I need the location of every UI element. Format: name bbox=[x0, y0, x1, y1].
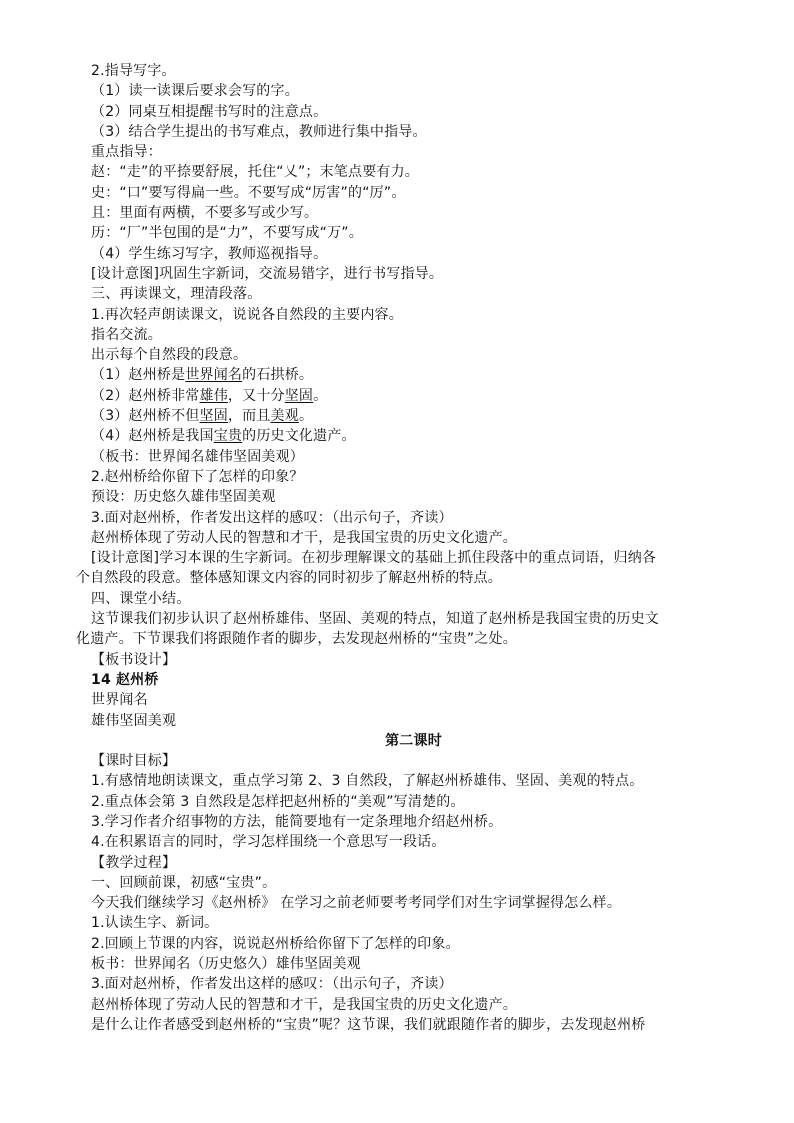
text-line: 且：里面有两横，不要多写或少写。 bbox=[91, 205, 319, 222]
text-line: （2）同桌互相提醒书写时的注意点。 bbox=[91, 103, 328, 120]
paragraph-summary-3: （3）赵州桥不但坚固，而且美观。 bbox=[91, 408, 314, 425]
summary-paragraph-continued: 化遗产。下节课我们将跟随作者的脚步，去发现赵州桥的“宝贵”之处。 bbox=[76, 631, 517, 648]
design-note: [设计意图]巩固生字新词，交流易错字，进行书写指导。 bbox=[91, 265, 444, 282]
text-line: 1.认读生字、新词。 bbox=[91, 915, 219, 932]
text-line: 板书：世界闻名（历史悠久）雄伟坚固美观 bbox=[91, 956, 361, 973]
text-line: （3）结合学生提出的书写难点，教师进行集中指导。 bbox=[91, 123, 427, 140]
underlined-term: 坚固 bbox=[284, 387, 314, 404]
section-heading: 四、课堂小结。 bbox=[91, 590, 191, 607]
text-line: 今天我们继续学习《赵州桥》 在学习之前老师要考考同学们对生字词掌握得怎么样。 bbox=[91, 895, 622, 912]
section-heading: 【课时目标】 bbox=[91, 753, 177, 770]
text-line: 3.面对赵州桥，作者发出这样的感叹：（出示句子，齐读） bbox=[91, 976, 453, 993]
board-title: 14 赵州桥 bbox=[91, 671, 159, 688]
text-line: 2.回顾上节课的内容，说说赵州桥给你留下了怎样的印象。 bbox=[91, 935, 460, 952]
text-line: 是什么让作者感受到赵州桥的“宝贵”呢？这节课，我们就跟随作者的脚步，去发现赵州桥 bbox=[91, 1016, 646, 1033]
text-line: 出示每个自然段的段意。 bbox=[91, 347, 248, 364]
paragraph-summary-1: （1）赵州桥是世界闻名的石拱桥。 bbox=[91, 367, 314, 384]
underlined-term: 世界闻名 bbox=[185, 367, 243, 384]
text-line: （1）读一读课后要求会写的字。 bbox=[91, 83, 299, 100]
text-line: 史：“口”要写得扁一些。不要写成“厉害”的“厉”。 bbox=[91, 184, 406, 201]
underlined-term: 美观 bbox=[270, 408, 299, 425]
text-line: 赵州桥体现了劳动人民的智慧和才干，是我国宝贵的历史文化遗产。 bbox=[91, 996, 517, 1013]
underlined-term: 宝贵 bbox=[213, 428, 243, 445]
text-line: 历：“厂”半包围的是“力”，不要写成“万”。 bbox=[91, 225, 363, 242]
section-heading: 三、再读课文，理清段落。 bbox=[91, 286, 262, 303]
text-line: （板书：世界闻名雄伟坚固美观） bbox=[91, 448, 304, 465]
paragraph-summary-4: （4）赵州桥是我国宝贵的历史文化遗产。 bbox=[91, 428, 356, 445]
text-line: 一、回顾前课，初感“宝贵”。 bbox=[91, 874, 277, 891]
design-note-continued: 个自然段的段意。整体感知课文内容的同时初步了解赵州桥的特点。 bbox=[76, 570, 502, 587]
text-line: （4）学生练习写字，教师巡视指导。 bbox=[91, 245, 328, 262]
lesson-title: 第二课时 bbox=[385, 732, 442, 749]
underlined-term: 坚固 bbox=[199, 408, 228, 425]
text-line: 3.学习作者介绍事物的方法，能简要地有一定条理地介绍赵州桥。 bbox=[91, 813, 503, 830]
text-line: 1.再次轻声朗读课文，说说各自然段的主要内容。 bbox=[91, 306, 403, 323]
paragraph-summary-2: （2）赵州桥非常雄伟，又十分坚固。 bbox=[91, 387, 328, 404]
section-heading: 【教学过程】 bbox=[91, 854, 177, 871]
text-line: 2.指导写字。 bbox=[91, 63, 176, 79]
underlined-term: 雄伟 bbox=[199, 387, 228, 404]
text-line: 1.有感情地朗读课文，重点学习第 2、3 自然段，了解赵州桥雄伟、坚固、美观的特点。 bbox=[91, 773, 644, 790]
document-body bbox=[76, 61, 736, 1035]
board-design-heading: 【板书设计】 bbox=[91, 651, 177, 668]
text-line: 重点指导： bbox=[91, 144, 162, 161]
text-line: 赵：“走”的平捺要舒展，托住“乂”；末笔点要有力。 bbox=[91, 164, 420, 181]
board-item: 世界闻名 bbox=[91, 692, 148, 709]
text-line: 预设：历史悠久雄伟坚固美观 bbox=[91, 489, 276, 506]
text-line: 指名交流。 bbox=[91, 326, 162, 343]
text-line: 赵州桥体现了劳动人民的智慧和才干，是我国宝贵的历史文化遗产。 bbox=[91, 529, 517, 546]
board-item: 雄伟坚固美观 bbox=[91, 712, 177, 729]
text-line: 4.在积累语言的同时，学习怎样围绕一个意思写一段话。 bbox=[91, 834, 446, 851]
text-line: 2.赵州桥给你留下了怎样的印象？ bbox=[91, 468, 304, 485]
text-line: 3.面对赵州桥，作者发出这样的感叹：（出示句子，齐读） bbox=[91, 509, 453, 526]
design-note: [设计意图]学习本课的生字新词。在初步理解课文的基础上抓住段落中的重点词语，归纳各 bbox=[91, 550, 657, 567]
text-line: 2.重点体会第 3 自然段是怎样把赵州桥的“美观”写清楚的。 bbox=[91, 793, 465, 810]
summary-paragraph: 这节课我们初步认识了赵州桥雄伟、坚固、美观的特点，知道了赵州桥是我国宝贵的历史文 bbox=[91, 611, 659, 628]
